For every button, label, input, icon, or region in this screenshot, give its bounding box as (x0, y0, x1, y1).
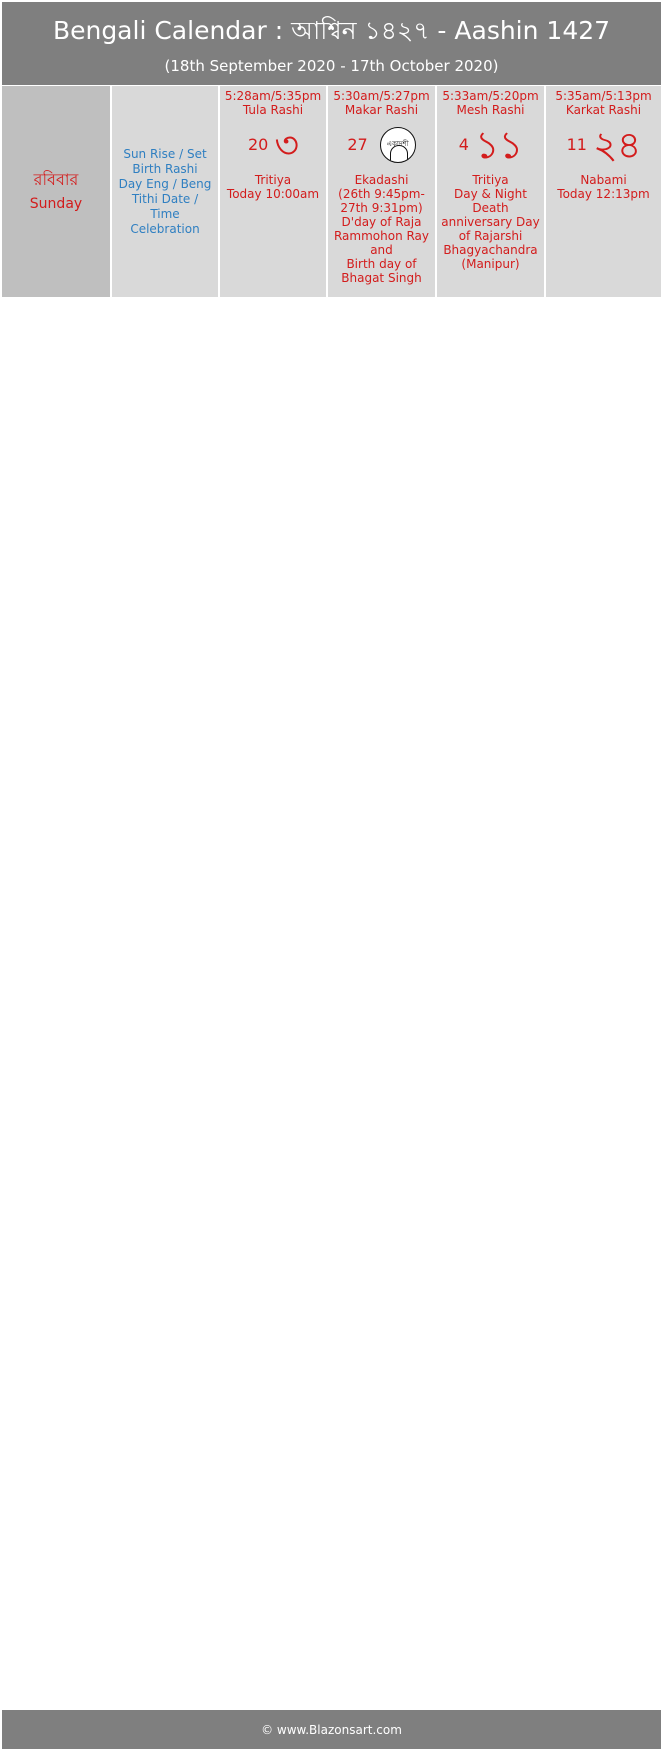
calendar-grid (2, 86, 661, 1707)
legend-line: Tithi Date / Time (131, 191, 199, 221)
date-cell[interactable] (220, 86, 326, 297)
tithi-line: Bhagat Singh (341, 271, 422, 285)
date-cell[interactable] (546, 86, 661, 297)
tithi-line: anniversary Day (441, 215, 540, 229)
date-cell[interactable] (328, 86, 435, 297)
date-cell[interactable] (437, 86, 544, 297)
bengali-date: ২৪ (592, 123, 641, 167)
english-date: 4 (458, 135, 469, 154)
legend-line: Sun Rise / Set (123, 146, 207, 161)
bengali-date: ১১ (474, 123, 523, 167)
tithi-line: Birth day of (346, 257, 417, 271)
calendar-subtitle: (18th September 2020 - 17th October 2020) (164, 57, 499, 75)
week-row-sunday (2, 86, 661, 297)
tithi-line: Today 10:00am (226, 187, 320, 201)
moon-icon-label: একাদশী (386, 140, 409, 148)
tithi-line: Rammohon Ray (333, 229, 430, 243)
english-date: 11 (566, 135, 587, 154)
tithi-line: (26th 9:45pm- (338, 187, 425, 201)
tithi-celebration (437, 173, 544, 271)
tithi-line: Tritiya (472, 173, 509, 187)
tithi-line: and (370, 243, 393, 257)
tithi-celebration (220, 173, 326, 201)
date-numbers (328, 123, 435, 167)
legend-line: Celebration (130, 221, 200, 236)
footer-copyright: © www.Blazonsart.com (2, 1710, 661, 1749)
bengali-date: ৩ (274, 123, 299, 167)
tithi-line: Ekadashi (354, 173, 409, 187)
day-name-cell (2, 86, 110, 297)
top-line: 5:30am/5:27pm (333, 89, 430, 103)
top-line: Tula Rashi (242, 103, 304, 117)
legend-line: Day Eng / Beng (118, 176, 212, 191)
date-numbers (437, 123, 544, 167)
sunrise-rashi (220, 89, 326, 117)
legend-cell (112, 86, 218, 297)
tithi-line: Day & Night (454, 187, 527, 201)
tithi-line: (Manipur) (461, 257, 520, 271)
calendar-header (2, 2, 661, 85)
tithi-celebration (546, 173, 661, 201)
sunrise-rashi (437, 89, 544, 117)
day-name-english: Sunday (29, 195, 83, 212)
top-line: 5:28am/5:35pm (224, 89, 322, 103)
english-date: 20 (247, 135, 269, 154)
date-numbers (220, 123, 326, 167)
tithi-line: Tritiya (254, 173, 292, 187)
sunrise-rashi (546, 89, 661, 117)
top-line: Makar Rashi (344, 103, 419, 117)
top-line: Karkat Rashi (565, 103, 642, 117)
ekadashi-moon-icon (380, 127, 416, 163)
tithi-line: 27th 9:31pm) (340, 201, 423, 215)
watermark: www.Blazonsart.com (2, 720, 555, 1398)
tithi-line: of Rajarshi (458, 229, 523, 243)
date-numbers (546, 123, 661, 167)
tithi-line: Death (472, 201, 509, 215)
tithi-line: Today 12:13pm (557, 187, 650, 201)
sunrise-rashi (328, 89, 435, 117)
legend-text (116, 147, 214, 237)
top-line: 5:35am/5:13pm (555, 89, 652, 103)
tithi-celebration (328, 173, 435, 285)
legend-line: Birth Rashi (132, 161, 198, 176)
day-name-bengali: রবিবার (33, 169, 79, 189)
top-line: Mesh Rashi (456, 103, 525, 117)
calendar-title: Bengali Calendar : আশ্বিন ১৪২৭ - Aashin 1427 (52, 16, 611, 45)
tithi-line: Nabami (580, 173, 627, 187)
tithi-line: Bhagyachandra (443, 243, 538, 257)
tithi-line: D'day of Raja (341, 215, 422, 229)
english-date: 27 (347, 135, 368, 154)
top-line: 5:33am/5:20pm (442, 89, 539, 103)
